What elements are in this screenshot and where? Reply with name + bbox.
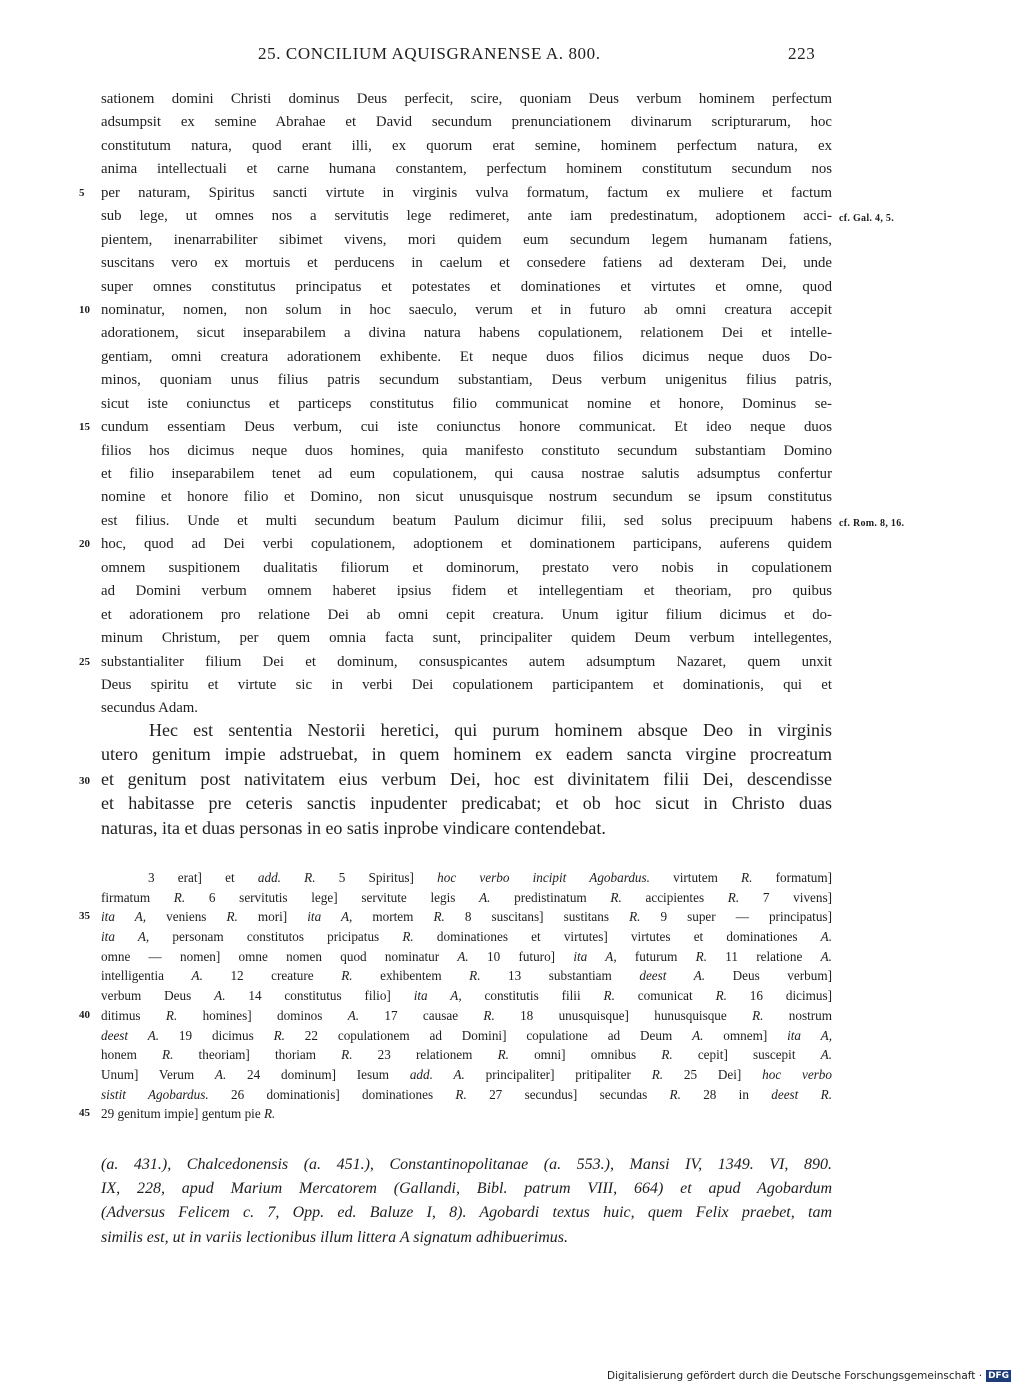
dfg-logo: DFG [988, 1371, 1010, 1381]
main-text-line [101, 604, 832, 627]
main-text-line [79, 651, 832, 674]
main-text-line-text: est filius. Unde et multi secundum beatum Paulum dicimur filii, sed solus precipuum habens [101, 512, 832, 529]
apparatus-line-text: omne — nomen] omne nomen quod nominatur A. 10 futuro] ita A, futurum R. 11 relatione A. [101, 948, 832, 964]
apparatus-line-text: ditimus R. homines] dominos A. 17 causae R. 18 unusquisque] hunusquisque R. nostrum [101, 1007, 832, 1023]
main-text-line-text: sub lege, ut omnes nos a servitutis lege redimeret, ante iam predestinatum, adoptionem acci- [101, 208, 832, 225]
apparatus-line-text: 3 erat] et add. R. 5 Spiritus] hoc verbo incipit Agobardus. virtutem R. formatum] [148, 870, 833, 885]
main-text-line [101, 440, 832, 463]
main-text-line-text: Deus spiritu et virtute sic in verbi Dei copulationem participantem et dominationis, qui et [101, 676, 832, 693]
main-text-line-text: nomine et honore filio et Domino, non sicut unusquisque nostrum secundum se ipsum constitutus [101, 489, 832, 506]
main-text-line [101, 627, 832, 650]
main-text [79, 88, 905, 721]
main-text-line-text: adorationem, sicut inseparabilem a divina natura habens copulationem, relationem Dei et intelle- [101, 325, 832, 342]
digitization-footer [607, 1370, 1011, 1382]
apparatus-line [101, 947, 832, 967]
apparatus-line [101, 868, 832, 888]
sentence-line-text: et habitasse pre ceteris sanctis inpudenter predicabat; et ob hoc sicut in Christo duas [101, 793, 832, 814]
editor-note-line-text: similis est, ut in variis lectionibus illum littera A signatum adhibuerimus. [101, 1228, 568, 1246]
main-text-line-text: et filio inseparabilem tenet ad eum copulationem, qui causa nostrae salutis adsumptus confertur [101, 466, 832, 482]
apparatus-line [101, 927, 832, 947]
apparatus-line-text: verbum Deus A. 14 constitutus filio] ita A, constitutis filii R. comunicat R. 16 dicimus] [101, 988, 833, 1004]
main-text-line-text: minos, quoniam unus filius patris secundum substantiam, Deus verbum unigenitus filius patris, [101, 372, 832, 389]
main-text-line-text: cundum essentiam Deus verbum, cui iste coniunctus honore communicat. Et ideo neque duos [101, 419, 832, 436]
main-text-line-text: anima intellectuali et carne humana constantem, perfectum hominem constitutum secundum nos [101, 161, 832, 178]
sentence-line [101, 718, 832, 742]
main-text-line [101, 322, 832, 345]
line-number: 45 [79, 1107, 90, 1120]
apparatus-line [101, 986, 832, 1006]
main-text-line [101, 111, 832, 134]
sentence-line [101, 816, 832, 840]
main-text-line [101, 158, 832, 181]
apparatus-line [101, 888, 832, 908]
main-text-line-text: minum Christum, per quem omnia facta sunt, principaliter quidem Deum verbum intellegentes, [101, 630, 832, 647]
main-text-line [101, 135, 832, 158]
apparatus-line-text: deest A. 19 dicimus R. 22 copulationem ad Domini] copulatione ad Deum A. omnem] ita A, [101, 1027, 832, 1043]
editor-note-line [101, 1226, 832, 1250]
apparatus-line-text: honem R. theoriam] thoriam R. 23 relationem R. omni] omnibus R. cepit] suscepit A. [101, 1047, 832, 1063]
main-text-line [101, 510, 905, 533]
editor-note-line [101, 1153, 832, 1177]
main-text-line-text: suscitans vero ex mortuis et perducens in caelum et consedere fatiens ad dexteram Dei, unde [101, 255, 832, 272]
editor-note-line-text: (a. 431.), Chalcedonensis (a. 451.), Constantinopolitanae (a. 553.), Mansi IV, 1349. VI, 890. [101, 1156, 832, 1173]
sentence-paragraph [79, 718, 832, 840]
main-text-line-text: filios hos dicimus neque duos homines, quia manifesto constituto secundum substantiam Domino [101, 442, 832, 459]
main-text-line [101, 252, 832, 275]
line-number: 30 [79, 774, 90, 787]
margin-reference: cf. Rom. 8, 16. [839, 517, 905, 529]
main-text-line-text: secundus Adam. [101, 700, 198, 717]
main-text-line-text: sationem domini Christi dominus Deus perfecit, scire, quoniam Deus verbum hominem perfectum [101, 91, 832, 107]
main-text-line [101, 229, 832, 252]
main-text-line [79, 533, 832, 556]
running-title: 25. CONCILIUM AQUISGRANENSE A. 800. [258, 44, 601, 63]
margin-reference: cf. Gal. 4, 5. [839, 213, 895, 225]
main-text-line [101, 463, 832, 486]
editor-note [101, 1153, 832, 1250]
main-text-line [101, 557, 832, 580]
apparatus-line [79, 907, 832, 927]
editor-note-line [101, 1201, 832, 1225]
apparatus-line [101, 1085, 832, 1105]
main-text-line-text: adsumpsit ex semine Abrahae et David secundum prenunciationem divinarum scripturarum, hoc [101, 114, 832, 131]
main-text-line-text: omnem suspitionem dualitatis filiorum et dominorum, prestato vero nobis in copulationem [101, 559, 832, 576]
line-number: 20 [79, 538, 90, 551]
line-number: 25 [79, 655, 90, 668]
main-text-line-text: hoc, quod ad Dei verbi copulationem, adoptionem et dominationem participans, auferens quidem [101, 536, 832, 553]
editor-note-line [101, 1177, 832, 1201]
main-text-line [79, 182, 832, 205]
editor-note-line-text: IX, 228, apud Marium Mercatorem (Gallandi, Bibl. patrum VIII, 664) et apud Agobardum [101, 1180, 832, 1198]
apparatus-line-text: firmatum R. 6 servitutis lege] servitute legis A. predistinatum R. accipientes R. 7 vivens] [101, 889, 833, 905]
sentence-line-text: et genitum post nativitatem eius verbum Dei, hoc est divinitatem filii Dei, descendisse [101, 768, 832, 789]
main-text-line-text: per naturam, Spiritus sancti virtute in virginis vulva formatum, factum ex muliere et factum [101, 184, 832, 201]
main-text-line [101, 486, 832, 509]
line-number: 15 [79, 421, 90, 434]
line-number: 5 [79, 186, 85, 199]
sentence-line-text: naturas, ita et duas personas in eo satis inprobe vindicare contendebat. [101, 817, 606, 838]
main-text-line-text: gentiam, omni creatura adorationem exhibente. Et neque duos filios dicimus neque duos Do- [101, 348, 832, 365]
apparatus-line-text: ita A, personam constitutos pricipatus R. dominationes et virtutes] virtutes et dominationes A. [101, 929, 832, 945]
main-text-line-text: ad Domini verbum omnem haberet ipsius fidem et intellegentiam et theoriam, pro quibus [101, 583, 832, 600]
main-text-line [101, 88, 832, 111]
page-number: 223 [788, 44, 816, 63]
apparatus-line-text: sistit Agobardus. 26 dominationis] dominationes R. 27 secundus] secundas R. 28 in deest R. [101, 1086, 833, 1102]
main-text-line [101, 346, 832, 369]
apparatus-line [101, 1045, 832, 1065]
main-text-line [101, 369, 832, 392]
sentence-line [101, 742, 832, 766]
line-number: 10 [79, 303, 90, 316]
main-text-line-text: constitutum natura, quod erant illi, ex quorum erat semine, hominem perfectum natura, ex [101, 137, 832, 154]
sentence-line [79, 767, 832, 791]
main-text-line-text: super omnes constitutus principatus et potestates et dominationes et virtutes et omne, quod [101, 278, 832, 295]
main-text-line [101, 276, 832, 299]
footer-text: Digitalisierung gefördert durch die Deutsche Forschungsgemeinschaft · [607, 1370, 983, 1382]
line-number: 35 [79, 910, 90, 923]
main-text-line [79, 416, 832, 439]
main-text-line-text: pientem, inenarrabiliter sibimet vivens, mori quidem eum secundum legem humanam fatiens, [101, 231, 832, 248]
main-text-line [101, 580, 832, 603]
main-text-line-text: substantialiter filium Dei et dominum, consuspicantes autem adsumptum Nazaret, quem unxit [101, 653, 832, 670]
apparatus-line-text: intelligentia A. 12 creature R. exhibentem R. 13 substantiam deest A. Deus verbum] [101, 968, 832, 984]
apparatus-line [79, 1104, 832, 1124]
main-text-line-text: et adorationem pro relatione Dei ab omni cepit creatura. Unum igitur filium dicimus et do- [101, 606, 832, 623]
apparatus-line [79, 1006, 832, 1026]
main-text-line [101, 393, 832, 416]
editor-note-line-text: (Adversus Felicem c. 7, Opp. ed. Baluze I, 8). Agobardi textus huic, quem Felix praebet, tam [101, 1204, 832, 1222]
apparatus-line [101, 966, 832, 986]
main-text-line [101, 205, 895, 228]
main-text-line-text: sicut iste coniunctus et particeps constitutus filio communicat nomine et honore, Dominus se- [101, 395, 832, 412]
sentence-line-text: utero genitum impie adstruebat, in quem hominem ex eadem sancta virgine procreatum [101, 744, 832, 765]
critical-apparatus [79, 868, 833, 1124]
main-text-line [101, 674, 832, 697]
line-number: 40 [79, 1008, 90, 1021]
apparatus-line [101, 1026, 832, 1046]
apparatus-line [101, 1065, 832, 1085]
apparatus-line-text: 29 genitum impie] gentum pie R. [101, 1106, 276, 1122]
main-text-line-text: nominatur, nomen, non solum in hoc saeculo, verum et in futuro ab omni creatura accepit [101, 301, 832, 318]
running-head [0, 44, 1000, 68]
apparatus-line-text: Unum] Verum A. 24 dominum] Iesum add. A. principaliter] pritipaliter R. 25 Dei] hoc verbo [101, 1066, 832, 1082]
sentence-line-text: Hec est sententia Nestorii heretici, qui purum hominem absque Deo in virginis [149, 720, 832, 740]
sentence-line [101, 791, 832, 815]
apparatus-line-text: ita A, veniens R. mori] ita A, mortem R. 8 suscitans] sustitans R. 9 super — principatus] [101, 909, 832, 925]
main-text-line [79, 299, 832, 322]
